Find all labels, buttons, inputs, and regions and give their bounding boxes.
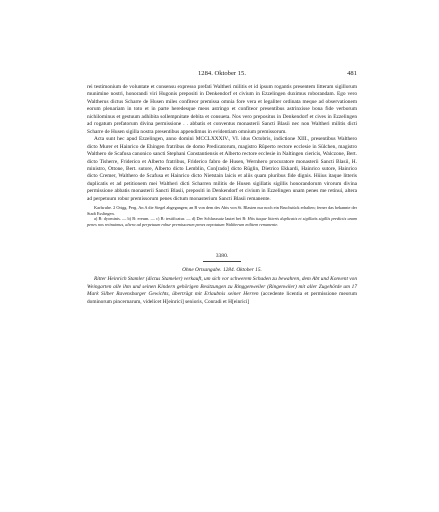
regest-italic: Ritter Heinrich Stamler (dictus Stameler) verkauft, um sich vor schwerem Schaden zu bewahren, dem Abt und Konvent von Weingarten alle ihm und seinen Kindern gehörigen Besitzungen zu Ringgenweiler (Ringenwiler) mit aller Zugehörde um 17 Mark Silber Ravensburger Gewichts, überträgt mit Erlaubnis seiner Herren [87,276,357,298]
separator-rule [203,261,241,262]
provenance-note: Karlsruhe. 2 Origg. Perg. An A die Siegel abgegangen; an B von dem des Abts von St. Blasien nur noch ein Bruchstück erhalten; ferner das bekannte der Stadt Esslingen. [87,205,357,216]
charter-text [87,84,357,203]
variant-notes [87,216,357,227]
document-page [87,70,357,306]
document-place-date: Ohne Ortsangabe. 1284. Oktober 15. [182,267,262,274]
charter-paragraph-1: rei testimonium de voluntate et consensu expresso prefati Waltheri militis et id ipsum rogantis presentem litteram sigillorum munimine nostri, honorandi viri Hugonis prepositi in Denkendorf et civium in Ezzelingen duximus roborandam. Ego vero Waltherus dictus Scharre de Husen miles confiteor premissa omnia fore vera et legaliter ordinata meque ad observationem eorum plenariam in toto et in parte heredesque meos astringo et confiteor presentibus astrinxisse bona fide verborum nichilominus et gestuum adhibita sollempnitate debita et consueta. Nos vero prepositus in Denkendorf et cives in Ezzelingen ad rogatum prefatorum divina permissione . . abbatis et conventus monasterii Sancti Blasii nec non Waltheri militis dicti Scharre de Husen sigilla nostra presentibus appendimus in evidentiam omnium premissorum. [87,84,357,135]
regest-latin: (accedente licentia et permissione meorum dominorum pincernarum, videlicet H[einrici] senioris, Conradi et H[einrici] [87,291,357,305]
page-number: 481 [347,70,357,77]
variant-quote: Hiis itaque litteris duplicatis et sigillatis sigillis predictis unam penes nos retinuimus, altera ad perpetuum robur premissorum penes nepotatum Waltherum militem remanente. [87,216,357,227]
header-date: 1284. Oktober 15. [198,70,246,77]
running-header [87,70,357,82]
document-number: 3380. [215,253,229,260]
regest [87,276,357,306]
footnotes [87,205,357,227]
charter-paragraph-2: Acta sunt hec apud Ezzelingen, anno domini MCCLXXXIV., VI. idus Octobris, indictione XIII., presentibus Walthero dicto Murer et Hainrico de Ehingen fratribus de domo Predicatorum, magistro Rŭperto rectore ecclesie in Sülchen, magistro Walthero de Scafusa canonico sancti Stephani Constantiensis et Alberto rectore ecclesie in Naltingen ciericis, Walczone, Bert. dicto Tisherre, Friderico et Alberto fratribus, Friderico fabro de Husen, Wernhero procuratore monasterii Sancti Blasii, H. ministro, Ottone, Bert. sutore, Alberto dicto Lemblin, Con[rado] dicto Rüglin, Dietrico Ekkardi, Hainrico sutore, Hainrico dicto Cremer, Walthero de Scafusa et Hainrico dicto Nietstain laicis et aliis quam pluribus fide dignis. Hüius itaque litteris duplicatis et ad petitionem mei Waltheri dicti Scharren militis de Husen sigillatis sigillis honorandorum virorum divina permissione abbatis monasterii Sancti Blasii, prepositi in Denkendorf et civium in Ezzelingen unam penes me retinui, altera ad perpetuum robur premissorum penes dictum monasterium Sancti Blasii remanente. [87,136,357,202]
regest-paragraph [87,276,357,306]
variant-list: a) B: dyominis. — b) B: ereum. — c) B: testificatur. — d) Der Schlusssatz lautet bei B: [94,216,247,222]
